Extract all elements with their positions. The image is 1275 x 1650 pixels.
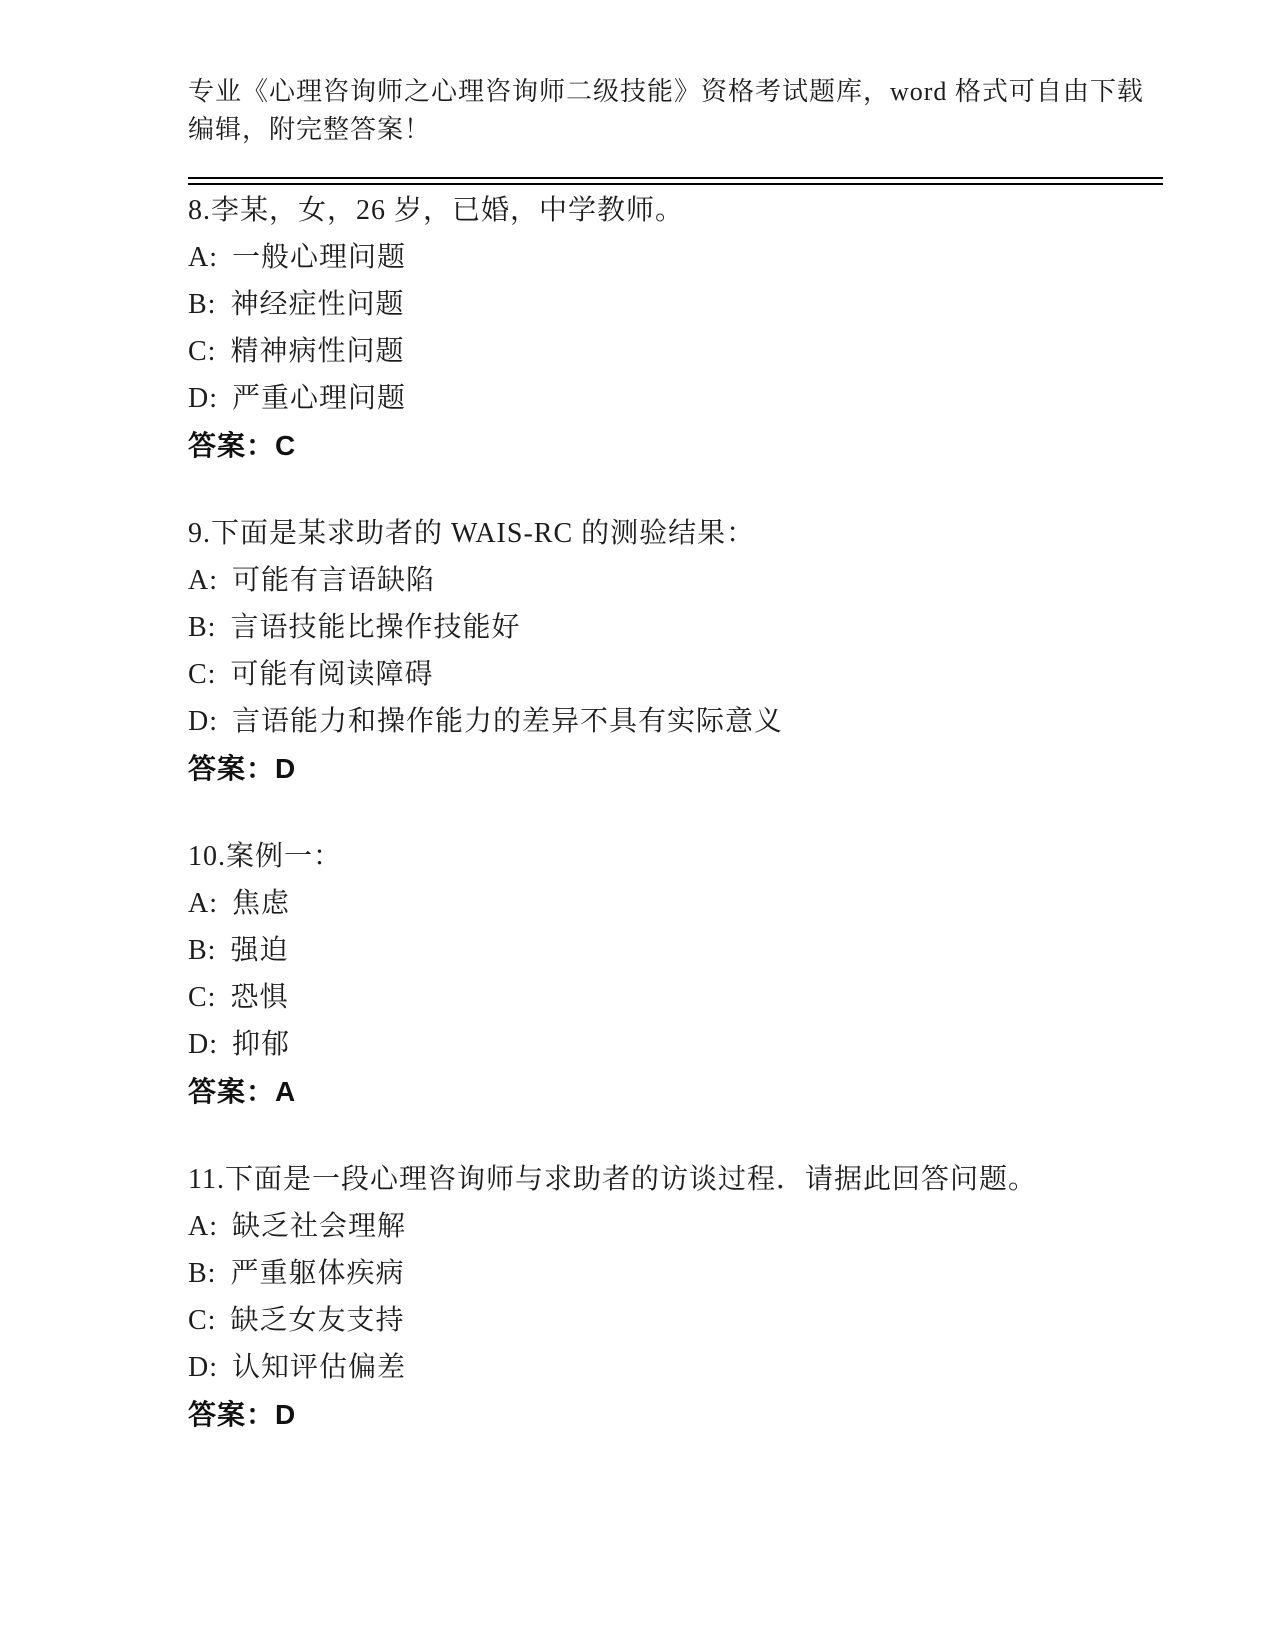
option-text: 严重心理问题 (232, 383, 407, 414)
option-text: 缺乏社会理解 (232, 1211, 407, 1242)
question-heading (188, 510, 1163, 557)
option-line-b (188, 604, 1163, 651)
question-text: 下面是某求助者的 WAIS-RC 的测验结果： (211, 518, 756, 549)
question-heading (188, 1156, 1163, 1203)
option-text: 焦虑 (232, 888, 291, 919)
option-line-b (188, 1250, 1163, 1297)
option-text: 严重躯体疾病 (230, 1258, 405, 1289)
option-label: D: (188, 706, 218, 737)
option-label: C: (188, 1305, 217, 1336)
question-number: 10. (188, 841, 226, 872)
option-label: B: (188, 1258, 217, 1289)
question-text: 下面是一段心理咨询师与求助者的访谈过程．请据此回答问题。 (224, 1164, 1037, 1195)
option-text: 抑郁 (232, 1029, 291, 1060)
answer-line (188, 1391, 1163, 1438)
option-label: D: (188, 1029, 218, 1060)
option-line-c (188, 651, 1163, 698)
answer-label: 答案： (188, 1076, 276, 1107)
option-label: D: (188, 1352, 218, 1383)
option-line-d (188, 375, 1163, 422)
question-block (188, 510, 1163, 792)
header-divider (188, 177, 1163, 185)
option-text: 可能有言语缺陷 (232, 565, 436, 596)
question-heading (188, 833, 1163, 880)
question-block (188, 1156, 1163, 1438)
option-label: C: (188, 982, 217, 1013)
option-line-c (188, 328, 1163, 375)
answer-line (188, 745, 1163, 792)
option-label: A: (188, 565, 218, 596)
option-line-a (188, 880, 1163, 927)
header-line-1: 专业《心理咨询师之心理咨询师二级技能》资格考试题库，word 格式可自由下载 (188, 77, 1144, 106)
option-label: A: (188, 888, 218, 919)
answer-value: A (275, 1076, 297, 1107)
question-block (188, 187, 1163, 469)
option-line-a (188, 1203, 1163, 1250)
question-heading (188, 187, 1163, 234)
option-text: 恐惧 (230, 982, 289, 1013)
option-label: A: (188, 1211, 218, 1242)
option-label: B: (188, 935, 217, 966)
option-text: 缺乏女友支持 (230, 1305, 405, 1336)
option-line-c (188, 1297, 1163, 1344)
option-line-b (188, 927, 1163, 974)
answer-line (188, 1068, 1163, 1115)
option-label: C: (188, 336, 217, 367)
question-number: 8. (188, 195, 211, 226)
document-header (188, 73, 1163, 149)
header-line-2: 编辑，附完整答案！ (188, 115, 432, 144)
answer-value: D (275, 1399, 297, 1430)
option-label: A: (188, 242, 218, 273)
option-label: D: (188, 383, 218, 414)
question-block (188, 833, 1163, 1115)
answer-value: D (275, 753, 297, 784)
option-line-a (188, 234, 1163, 281)
option-label: B: (188, 289, 217, 320)
option-line-a (188, 557, 1163, 604)
question-number: 9. (188, 518, 211, 549)
option-text: 神经症性问题 (230, 289, 405, 320)
option-text: 可能有阅读障碍 (230, 659, 434, 690)
option-text: 言语技能比操作技能好 (230, 612, 521, 643)
document-content (188, 73, 1163, 1438)
question-list (188, 187, 1163, 1438)
question-text: 李某，女，26 岁，已婚，中学教师。 (211, 195, 685, 226)
question-number: 11. (188, 1164, 225, 1195)
option-text: 认知评估偏差 (232, 1352, 407, 1383)
answer-value: C (275, 430, 297, 461)
answer-label: 答案： (188, 430, 276, 461)
option-label: B: (188, 612, 217, 643)
option-line-b (188, 281, 1163, 328)
question-text: 案例一： (226, 841, 343, 872)
option-text: 言语能力和操作能力的差异不具有实际意义 (232, 706, 784, 737)
answer-label: 答案： (188, 1399, 276, 1430)
answer-label: 答案： (188, 753, 276, 784)
option-label: C: (188, 659, 217, 690)
option-line-d (188, 698, 1163, 745)
option-text: 一般心理问题 (232, 242, 407, 273)
answer-line (188, 422, 1163, 469)
option-line-d (188, 1021, 1163, 1068)
option-line-d (188, 1344, 1163, 1391)
option-line-c (188, 974, 1163, 1021)
option-text: 强迫 (230, 935, 289, 966)
option-text: 精神病性问题 (230, 336, 405, 367)
